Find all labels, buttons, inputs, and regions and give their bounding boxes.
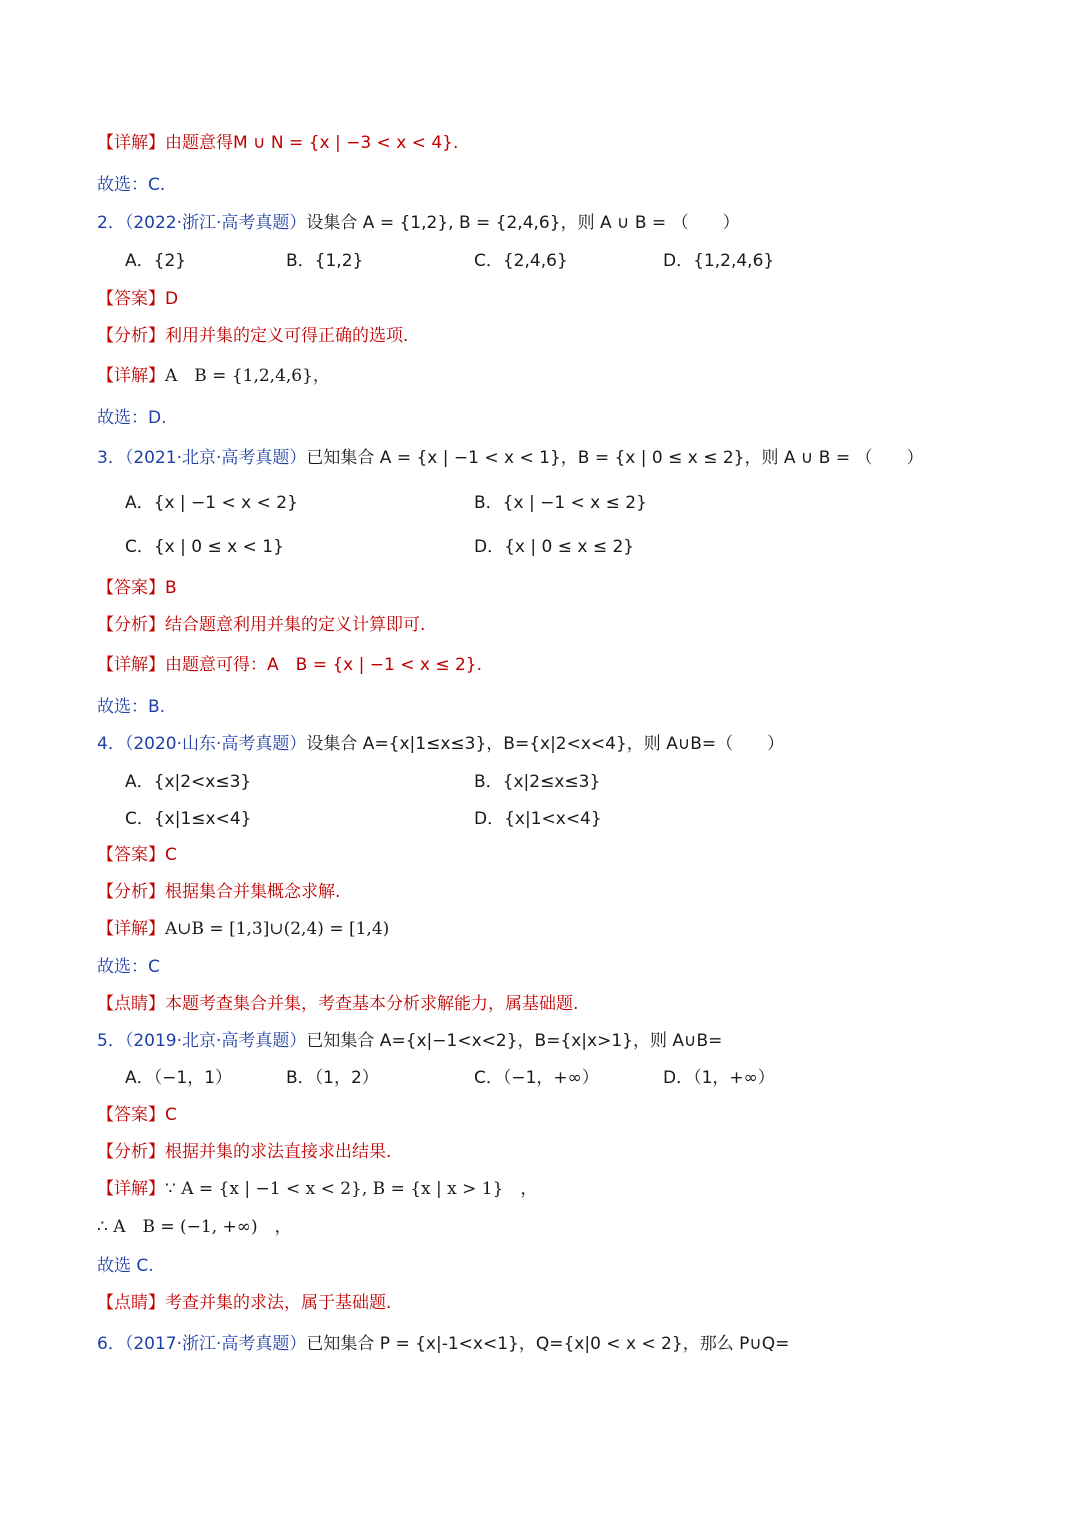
q5-option-b: B．（1，2） — [286, 1068, 379, 1088]
q4-comment-line — [97, 992, 578, 1016]
q3-detail: 由题意可得：A B = {x | −1 < x ≤ 2}. — [165, 655, 483, 675]
q3-source: （2021·北京·高考真题） — [124, 448, 307, 468]
q2-choose-line: 故选：D. — [97, 408, 167, 428]
answer-label: 【答案】 — [97, 845, 165, 865]
q4-detail: A∪B = [1,3]∪(2,4) = [1,4) — [165, 919, 390, 939]
q3-number: 3． — [97, 448, 125, 468]
q4-detail-line — [97, 917, 389, 941]
q2-number: 2． — [97, 213, 125, 233]
q4-analysis: 根据集合并集概念求解. — [165, 882, 341, 902]
q3-analysis: 结合题意利用并集的定义计算即可. — [165, 615, 426, 635]
q4-answer-line — [97, 843, 177, 867]
detail-label: 【详解】 — [97, 366, 165, 386]
q2-answer: D — [165, 289, 179, 309]
q3-option-b: B．{x | −1 < x ≤ 2} — [474, 493, 647, 513]
q5-option-c: C．（−1，+∞） — [474, 1068, 599, 1088]
q1-choose-line: 故选：C. — [97, 175, 166, 195]
q5-detail-2: ∴ A B = (−1, +∞) ， — [97, 1217, 292, 1237]
q5-number: 5． — [97, 1031, 125, 1051]
q6-stem-line — [97, 1332, 789, 1356]
q5-answer: C — [165, 1105, 177, 1125]
q3-choose-line: 故选：B. — [97, 697, 166, 717]
q5-comment: 考查并集的求法，属于基础题. — [165, 1293, 392, 1313]
q2-stem: 设集合 A = {1,2}, B = {2,4,6}，则 A ∪ B = （ ） — [306, 213, 740, 233]
q4-comment: 本题考查集合并集，考查基本分析求解能力，属基础题. — [165, 994, 579, 1014]
q2-option-d: D．{1,2,4,6} — [663, 251, 775, 271]
q5-analysis-line — [97, 1140, 391, 1164]
q5-stem: 已知集合 A={x|−1<x<2}，B={x|x>1}，则 A∪B= — [306, 1031, 723, 1051]
q3-detail-line — [97, 653, 482, 677]
comment-label: 【点睛】 — [97, 1293, 165, 1313]
detail-label: 【详解】 — [97, 133, 165, 153]
answer-label: 【答案】 — [97, 289, 165, 309]
analysis-label: 【分析】 — [97, 882, 165, 902]
q2-stem-line — [97, 211, 740, 235]
q5-detail-line — [97, 1177, 537, 1201]
q6-number: 6． — [97, 1334, 125, 1354]
answer-label: 【答案】 — [97, 1105, 165, 1125]
q3-option-c: C．{x | 0 ≤ x < 1} — [125, 537, 284, 557]
q2-detail: A B = {1,2,4,6}， — [165, 366, 330, 386]
detail-label: 【详解】 — [97, 655, 165, 675]
q2-option-b: B．{1,2} — [286, 251, 364, 271]
q4-stem-line — [97, 732, 784, 756]
q5-option-d: D．（1，+∞） — [663, 1068, 775, 1088]
analysis-label: 【分析】 — [97, 615, 165, 635]
q5-option-a: A．（−1，1） — [125, 1068, 233, 1088]
q1-detail-line — [97, 131, 458, 155]
q3-analysis-line — [97, 613, 425, 637]
q2-analysis: 利用并集的定义可得正确的选项. — [165, 326, 409, 346]
q4-number: 4． — [97, 734, 125, 754]
q5-stem-line — [97, 1029, 722, 1053]
analysis-label: 【分析】 — [97, 326, 165, 346]
q5-detail: ∵ A = {x | −1 < x < 2}, B = {x | x > 1} ， — [165, 1179, 538, 1199]
comment-label: 【点睛】 — [97, 994, 165, 1014]
detail-label: 【详解】 — [97, 919, 165, 939]
q3-stem: 已知集合 A = {x | −1 < x < 1}，B = {x | 0 ≤ x ≤ 2}，则 A ∪ B = （ ） — [306, 448, 924, 468]
q3-option-d: D．{x | 0 ≤ x ≤ 2} — [474, 537, 635, 557]
q4-stem: 设集合 A={x|1≤x≤3}，B={x|2<x<4}，则 A∪B=（ ） — [306, 734, 785, 754]
q3-option-a: A．{x | −1 < x < 2} — [125, 493, 298, 513]
q3-answer: B — [165, 578, 177, 598]
q3-stem-line — [97, 446, 924, 470]
q2-source: （2022·浙江·高考真题） — [124, 213, 307, 233]
q3-answer-line — [97, 576, 177, 600]
q4-option-a: A．{x|2<x≤3} — [125, 772, 252, 792]
q4-analysis-line — [97, 880, 340, 904]
q1-detail-text: 由题意得M ∪ N = {x | −3 < x < 4}. — [165, 133, 459, 153]
q4-option-d: D．{x|1<x<4} — [474, 809, 602, 829]
q6-source: （2017·浙江·高考真题） — [124, 1334, 307, 1354]
q2-analysis-line — [97, 324, 408, 348]
analysis-label: 【分析】 — [97, 1142, 165, 1162]
answer-label: 【答案】 — [97, 578, 165, 598]
q4-choose-line: 故选：C — [97, 957, 160, 977]
q4-option-b: B．{x|2≤x≤3} — [474, 772, 601, 792]
q5-answer-line — [97, 1103, 177, 1127]
q2-answer-line — [97, 287, 178, 311]
q5-comment-line — [97, 1291, 391, 1315]
q5-analysis: 根据并集的求法直接求出结果. — [165, 1142, 392, 1162]
q4-source: （2020·山东·高考真题） — [124, 734, 307, 754]
q2-detail-line — [97, 364, 330, 388]
q4-answer: C — [165, 845, 177, 865]
q5-choose-line: 故选 C. — [97, 1256, 154, 1276]
q2-option-c: C．{2,4,6} — [474, 251, 568, 271]
detail-label: 【详解】 — [97, 1179, 165, 1199]
q6-stem: 已知集合 P = {x|-1<x<1}，Q={x|0 < x < 2}，那么 P∪Q= — [306, 1334, 790, 1354]
q2-option-a: A．{2} — [125, 251, 187, 271]
q5-source: （2019·北京·高考真题） — [124, 1031, 307, 1051]
q4-option-c: C．{x|1≤x<4} — [125, 809, 252, 829]
